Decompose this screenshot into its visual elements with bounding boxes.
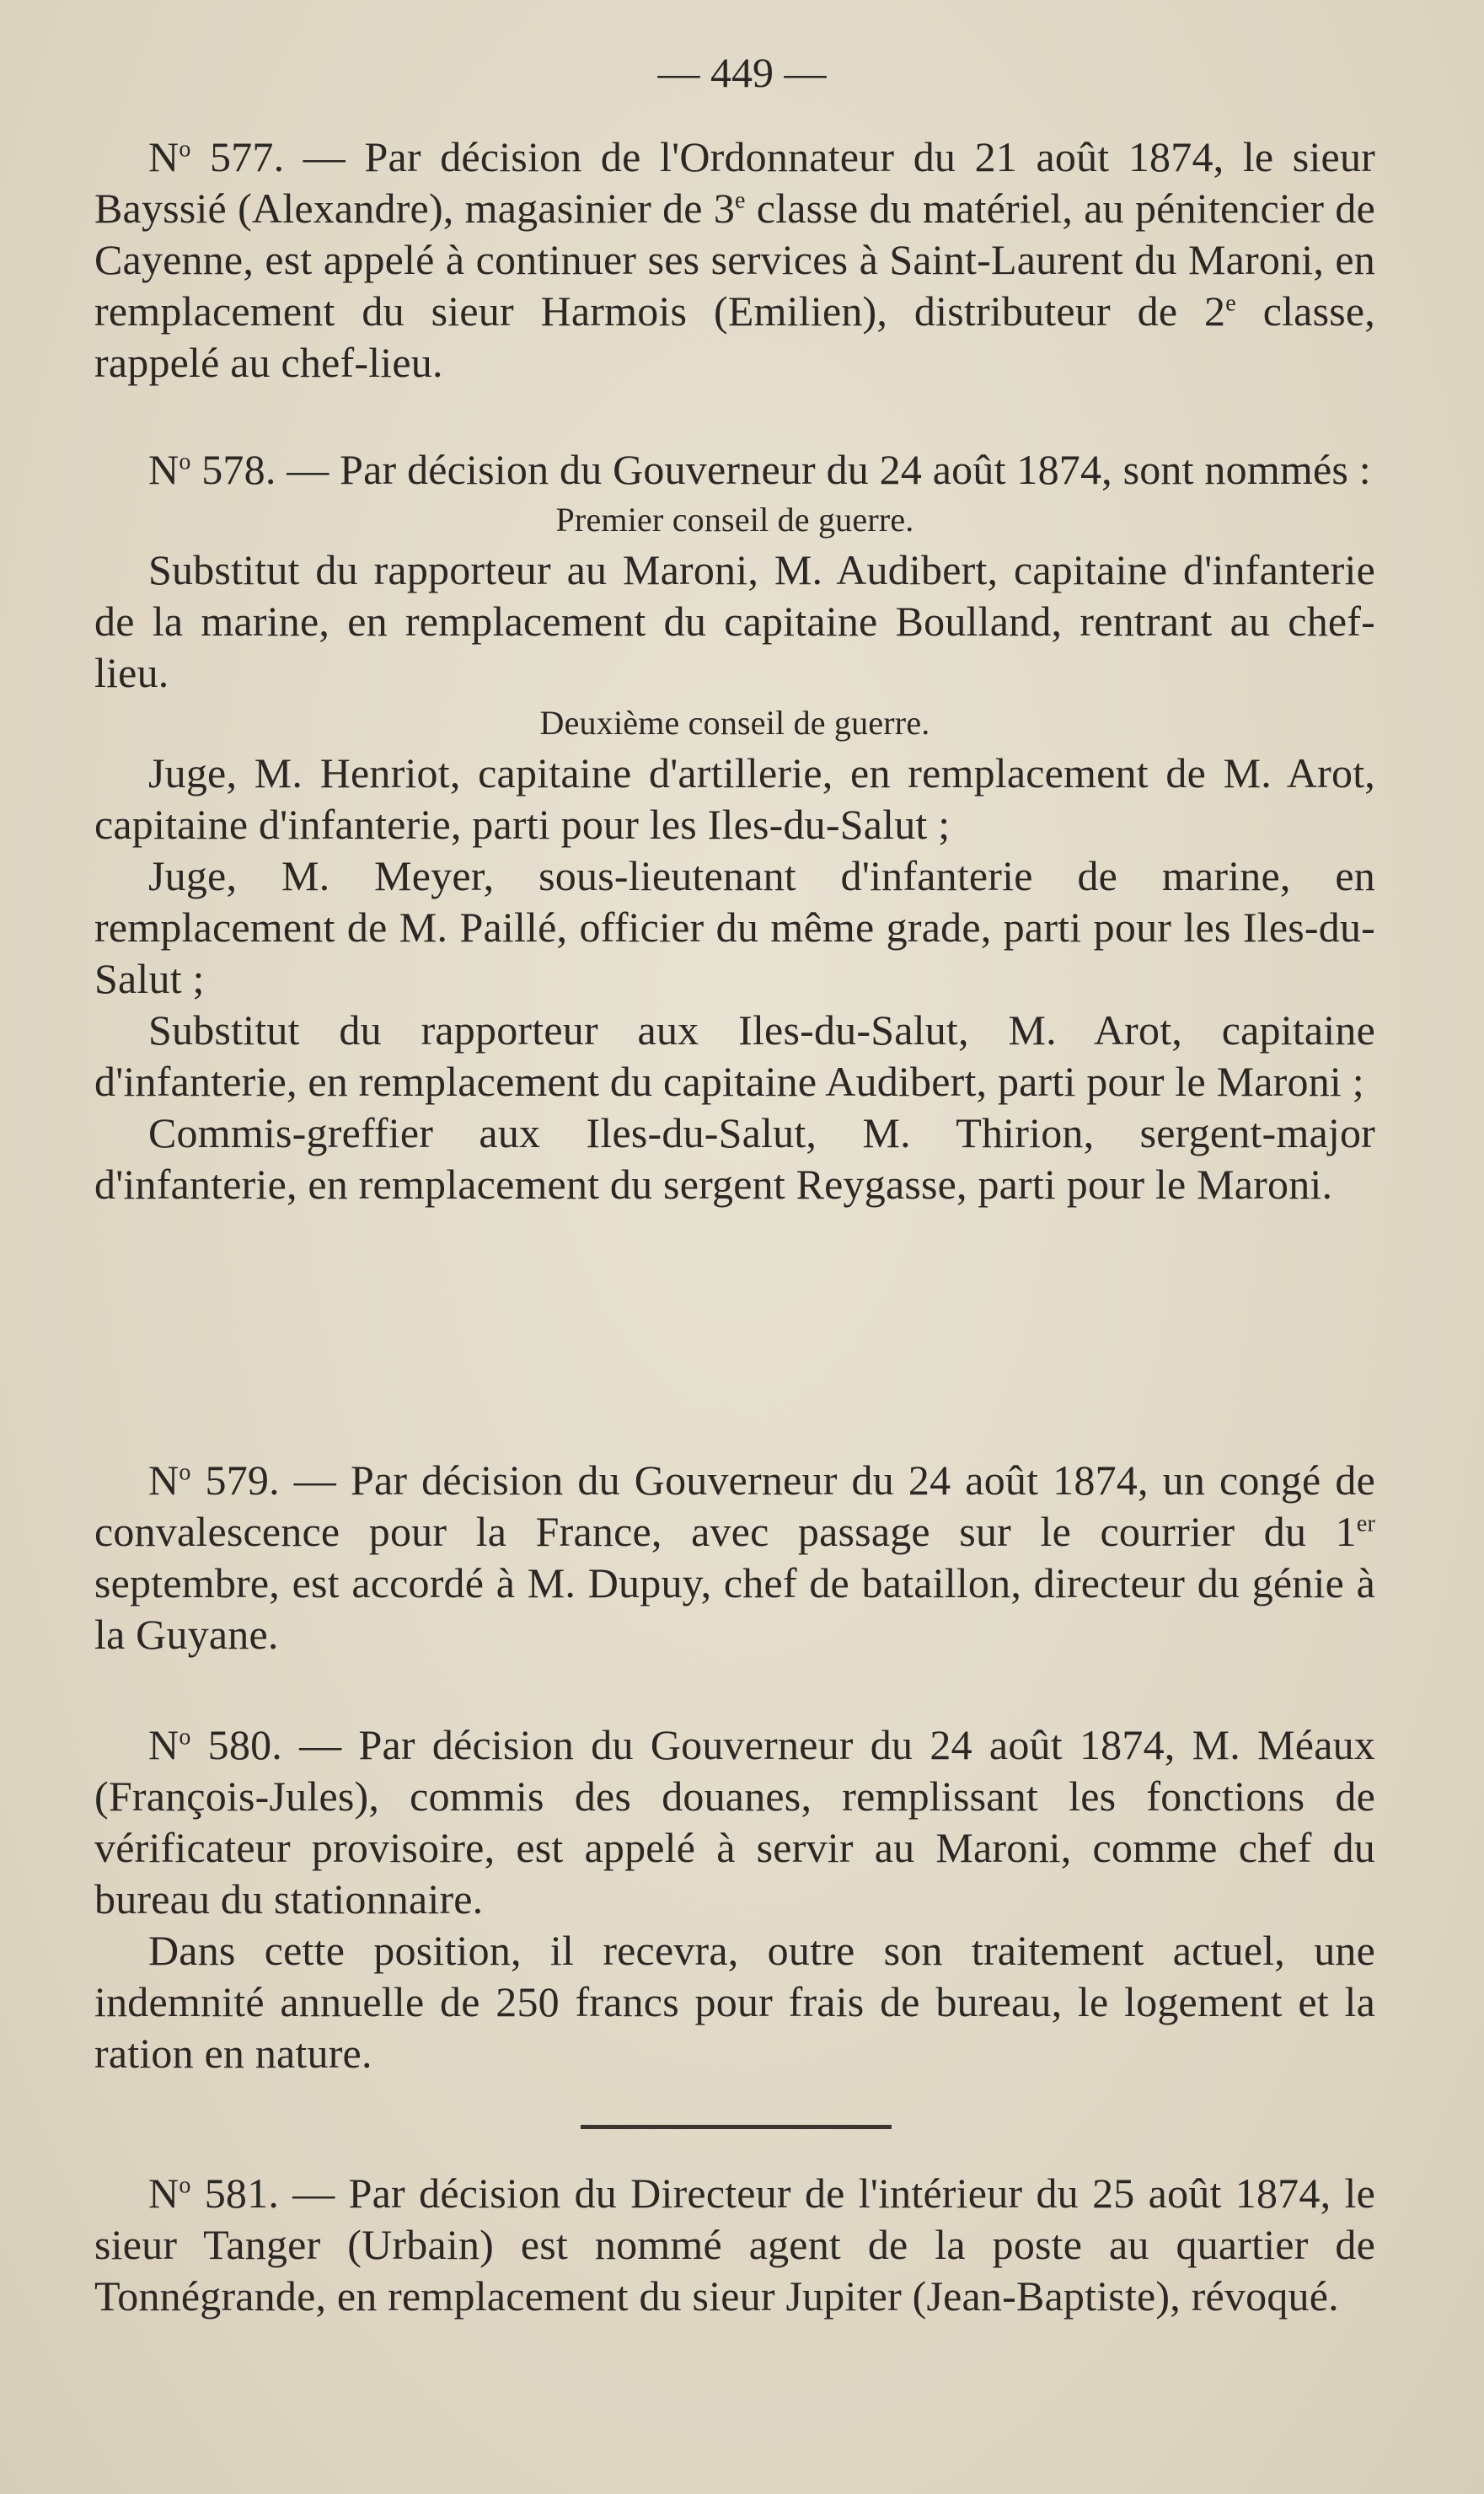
council2-heading: Deuxième conseil de guerre. — [539, 704, 930, 742]
entry-577 — [94, 131, 1375, 389]
council2-paragraph-2: Juge, M. Meyer, sous-lieutenant d'infanterie de marine, en remplacement de M. Paillé, officier du même grade, parti pour les Iles-du-Salut ; — [94, 852, 1375, 1002]
council1-heading: Premier conseil de guerre. — [555, 501, 914, 539]
entry-581-paragraph: $N^o$ 581. — Par décision du Directeur de l'intérieur du 25 août 1874, le sieur Tanger (Urbain) est nommé agent de la poste au quartier de Tonnégrande, en remplacement du sieur Jupiter (Jean-Baptiste), révoqué. — [94, 2170, 1375, 2320]
entry-580-paragraph: $N^o$ 580. — Par décision du Gouverneur du 24 août 1874, M. Méaux (François-Jules), commis des douanes, remplissant les fonctions de vérificateur provisoire, est appelé à servir au Maroni, comme chef du bureau du stationnaire. — [94, 1721, 1375, 1923]
entry-578-paragraph: $N^o$ 578. — Par décision du Gouverneur du 24 août 1874, sont nommés : — [148, 446, 1371, 493]
page-number: — 449 — — [657, 49, 827, 96]
entry-580 — [94, 1719, 1375, 2079]
separator-rule — [581, 2125, 892, 2129]
entry-579-paragraph: $N^o$ 579. — Par décision du Gouverneur du 24 août 1874, un congé de convalescence pour la France, avec passage sur le courrier du 1er septembre, est accordé à M. Dupuy, chef de bataillon, directeur du génie à la Guyane. — [94, 1456, 1375, 1658]
council2-paragraph-4: Commis-greffier aux Iles-du-Salut, M. Thirion, sergent-major d'infanterie, en remplacement du sergent Reygasse, parti pour le Maroni. — [94, 1109, 1375, 1208]
council1-paragraph: Substitut du rapporteur au Maroni, M. Audibert, capitaine d'infanterie de la marine, en remplacement du capitaine Boulland, rentrant au chef-lieu. — [94, 546, 1375, 696]
entry-579 — [94, 1455, 1375, 1660]
entry-581 — [94, 2168, 1375, 2322]
council2-paragraph-3: Substitut du rapporteur aux Iles-du-Salut, M. Arot, capitaine d'infanterie, en remplacement du capitaine Audibert, parti pour le Maroni ; — [94, 1006, 1375, 1105]
entry-578 — [94, 444, 1375, 1210]
entry-577-paragraph: $N^o$ 577. — Par décision de l'Ordonnateur du 21 août 1874, le sieur Bayssié (Alexandre), magasinier de 3e classe du matériel, au pénitencier de Cayenne, est appelé à continuer ses services à Saint-Laurent du Maroni, en remplacement du sieur Harmois (Emilien), distributeur de 2e classe, rappelé au chef-lieu. — [94, 133, 1375, 386]
council2-paragraph-1: Juge, M. Henriot, capitaine d'artillerie, en remplacement de M. Arot, capitaine d'infanterie, parti pour les Iles-du-Salut ; — [94, 749, 1375, 848]
entry-580-continuation: Dans cette position, il recevra, outre son traitement actuel, une indemnité annuelle de 250 francs pour frais de bureau, le logement et la ration en nature. — [94, 1927, 1375, 2077]
